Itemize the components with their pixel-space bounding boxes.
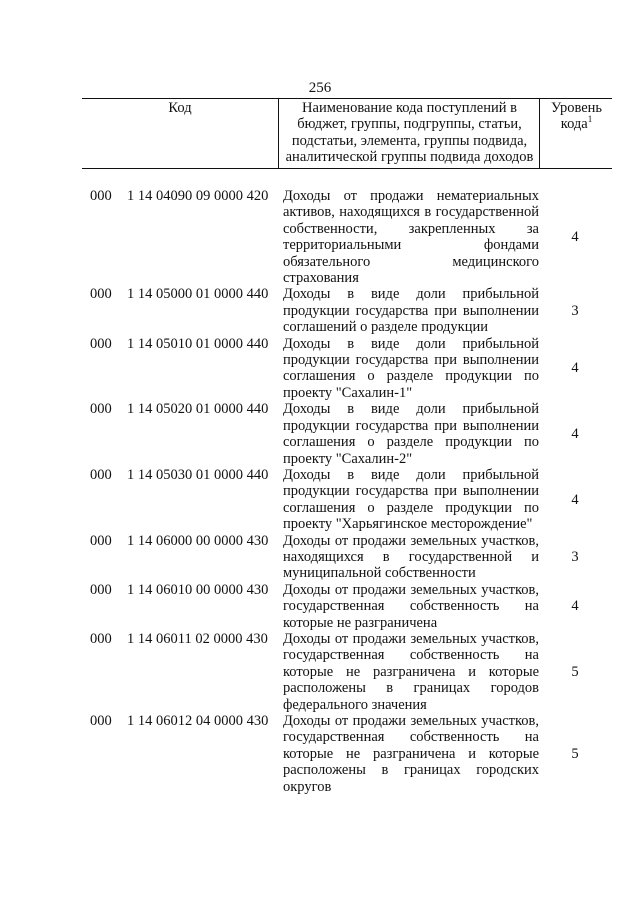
row-level: 5 [571,745,579,762]
row-prefix: 000 [90,286,112,303]
row-prefix: 000 [90,466,112,483]
table-row [0,188,640,286]
row-prefix: 000 [90,581,112,598]
row-code: 1 14 05010 01 0000 440 [127,335,269,352]
header-divider [539,99,540,168]
row-name: Доходы в виде доли прибыльной продукции государства при выполнении соглашения о разделе продукции по проекту "Сахалин-2" [283,401,539,467]
row-name: Доходы от продажи нематериальных активов, находящихся в государственной собственности, закрепленных за территориальными фондами обязательного медицинского страхования [283,188,539,287]
table-header [82,98,612,169]
row-level: 4 [571,598,579,615]
row-prefix: 000 [90,401,112,418]
table-row [0,631,640,713]
header-level [541,100,612,133]
row-prefix: 000 [90,532,112,549]
row-code: 1 14 05030 01 0000 440 [127,466,269,483]
table-row [0,286,640,335]
row-level: 5 [571,663,579,680]
row-name: Доходы от продажи земельных участков, государственная собственность на которые не разграничена и которые расположены в границах городов федерального значения [283,630,539,713]
header-level-footnote: 1 [587,113,593,124]
table-row [0,467,640,533]
row-code: 1 14 05000 01 0000 440 [127,286,269,303]
row-code: 1 14 04090 09 0000 420 [127,188,269,204]
header-level-label: Уровень кода [550,100,603,133]
row-name: Доходы в виде доли прибыльной продукции государства при выполнении соглашений о разделе продукции [283,286,539,336]
table-row [0,582,640,631]
row-name: Доходы в виде доли прибыльной продукции государства при выполнении соглашения о разделе продукции по проекту "Харьягинское месторождение" [283,466,539,533]
page-number: 256 [308,80,332,96]
header-name: Наименование кода поступлений в бюджет, группы, подгруппы, статьи, подстатьи, элемента, группы подвида, аналитической группы подвида доходов [285,100,534,166]
row-level: 4 [571,425,579,442]
row-level: 3 [571,548,579,565]
header-divider [278,99,279,168]
table-row [0,336,640,402]
row-name: Доходы от продажи земельных участков, находящихся в государственной и муниципальной собственности [283,532,539,582]
row-name: Доходы в виде доли прибыльной продукции государства при выполнении соглашения о разделе продукции по проекту "Сахалин-1" [283,335,539,401]
row-code: 1 14 05020 01 0000 440 [127,401,269,418]
row-code: 1 14 06000 00 0000 430 [127,532,269,549]
header-code: Код [168,100,192,116]
row-level: 4 [571,360,579,377]
row-prefix: 000 [90,630,112,647]
row-code: 1 14 06010 00 0000 430 [127,581,269,598]
row-prefix: 000 [90,335,112,352]
row-name: Доходы от продажи земельных участков, государственная собственность на которые не разграничена [283,581,539,631]
row-level: 4 [571,491,579,508]
row-level: 3 [571,302,579,319]
row-code: 1 14 06011 02 0000 430 [127,630,268,647]
row-prefix: 000 [90,188,112,204]
table-row [0,713,640,795]
row-level: 4 [571,229,579,246]
row-code: 1 14 06012 04 0000 430 [127,713,269,729]
row-name: Доходы от продажи земельных участков, государственная собственность на которые не разграничена и которые расположены в границах городских округов [283,713,539,795]
table-row [0,533,640,582]
row-prefix: 000 [90,713,112,729]
table-body [0,188,640,795]
table-row [0,401,640,467]
